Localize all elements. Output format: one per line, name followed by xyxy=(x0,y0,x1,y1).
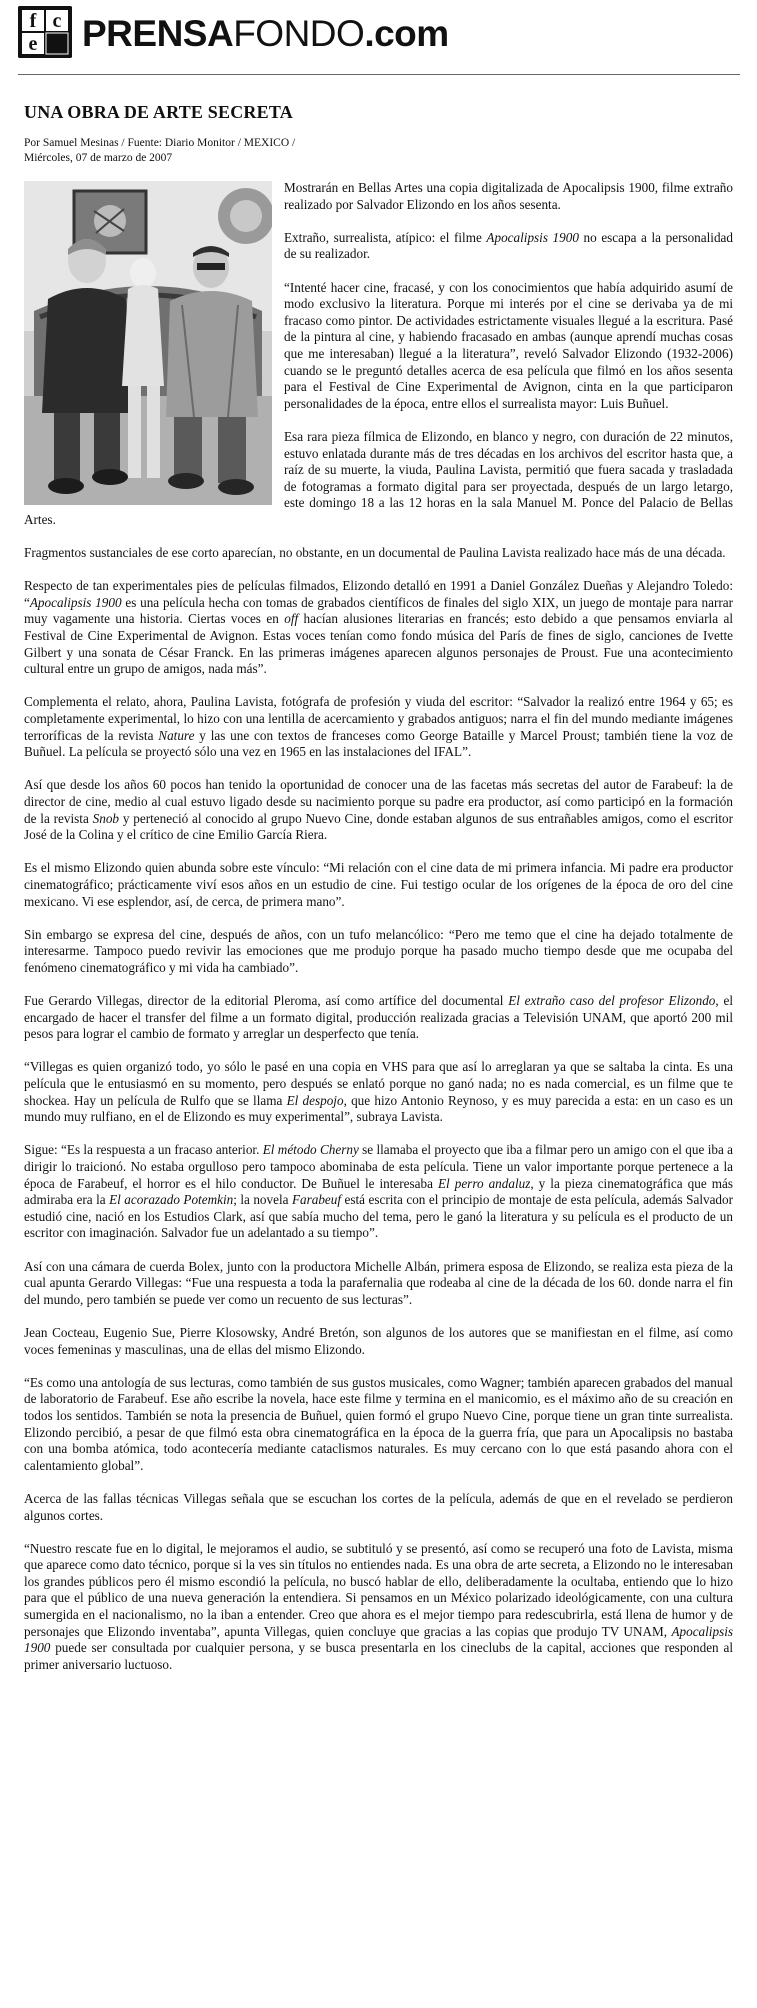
fce-logo-icon xyxy=(18,6,72,58)
paragraph-text: , que hizo Antonio Reynoso, y es muy parecida a esta: en un caso es un mundo muy rulfiano, en el de Elizondo es muy experimental”, subraya Lavista. xyxy=(24,1092,733,1125)
paragraph-text: Jean Cocteau, Eugenio Sue, Pierre Klosowsky, André Bretón, son algunos de los autores que se manifiestan en el filme, así como voces femeninas y masculinas, una de ellas del mismo Elizondo. xyxy=(24,1324,733,1357)
article-paragraph xyxy=(24,777,733,843)
article-paragraph xyxy=(24,545,733,562)
italic-title: Farabeuf xyxy=(291,1192,342,1208)
brand-fondo: FONDO xyxy=(233,13,365,54)
paragraph-text: “Intenté hacer cine, fracasé, y con los conocimientos que había adquirido asumí de modo exclusivo la literatura. Porque mi interés por el cine se derivaba ya de mi fracaso como pintor. De actividades estrictamente visuales llegué a la escritura. Pasé de la pintura al cine, y habiendo fracasado en ambas (aunque aprendí muchas cosas que me interesaban) llegué a la literatura”, reveló Salvador Elizondo (1932-2006) cuando se le preguntó detalles acerca de esa película que filmó en los años sesenta para el Festival de Cine Experimental de Avignon, cinta en la que participaron personalidades de la época, entre ellos el surrealista mayor: Luis Buñuel. xyxy=(284,279,733,411)
article-paragraph xyxy=(24,1325,733,1358)
article-paragraph xyxy=(24,1541,733,1674)
site-header xyxy=(18,6,738,60)
fce-logo[interactable] xyxy=(18,6,72,58)
paragraph-text: Mostrarán en Bellas Artes una copia digitalizada de Apocalipsis 1900, filme extraño realizado por Salvador Elizondo en los años sesenta. xyxy=(284,180,733,212)
brand-prensa: PRENSA xyxy=(82,13,234,54)
logo-letter-f: f xyxy=(29,10,37,32)
paragraph-text: Sigue: “Es la respuesta a un fracaso anterior. xyxy=(24,1142,263,1158)
italic-title: Apocalipsis 1900 xyxy=(24,1623,733,1656)
italic-title: El despojo xyxy=(286,1092,344,1108)
paragraph-text: “Villegas es quien organizó todo, yo sólo le pasé en una copia en VHS para que así lo arreglaran ya que se saltaba la cinta. Es una película que le entusiasmó en su momento, pero después se enlató porque no ganó nada; no es nada comercial, es un filme que te shockea. Hay un película de Rulfo que se llama xyxy=(24,1059,733,1108)
article-paragraph xyxy=(24,1259,733,1309)
article-photo xyxy=(24,181,272,505)
paragraph-text: y las une con textos de franceses como George Bataille y Marcel Proust; también tiene la voz de Buñuel. La película se proyectó sólo una vez en 1965 en las instalaciones del IFAL”. xyxy=(24,727,733,760)
paragraph-text: “Nuestro rescate fue en lo digital, le mejoramos el audio, se subtituló y se presentó, así como se recuperó una foto de Lavista, misma que aparece como dato técnico, porque si la ves sin títulos no entiendes nada. Es una obra de arte secreta, a Elizondo no le interesaban los grandes públicos pero él mismo escondió la película, no buscó hablar de ello, deliberadamente la ocultaba, entiendo que lo hizo para que el público de una nueva generación la entendiera. Si pensamos en un México polarizado ideológicamente, con una cultura sumergida en el nacionalismo, no la iban a entender. Creo que ahora es el mejor tiempo para redescubrirla, está llena de humor y de personajes que Elizondo inventaba”, apunta Villegas, quien concluye que gracias a las copias que produjo TV UNAM, xyxy=(24,1540,733,1639)
paragraph-text: Sin embargo se expresa del cine, después de años, con un tufo melancólico: “Pero me temo que el cine ha dejado totalmente de interesarme. Tampoco puedo revivir las emociones que me produjo porque ha pasado mucho tiempo desde que me ocupaba del fenómeno cinematográfico y mi vida ha cambiado”. xyxy=(24,926,733,975)
italic-title: El extraño caso del profesor Elizondo xyxy=(508,993,716,1009)
paragraph-text: Acerca de las fallas técnicas Villegas señala que se escuchan los cortes de la película, además de que en el revelado se perdieron algunos cortes. xyxy=(24,1490,733,1523)
article-body xyxy=(24,180,733,1690)
logo-letter-c: c xyxy=(52,10,62,32)
paragraph-text: Fue Gerardo Villegas, director de la editorial Pleroma, así como artífice del documental xyxy=(24,993,509,1009)
article-date: Miércoles, 07 de marzo de 2007 xyxy=(24,152,173,164)
article-paragraph xyxy=(24,694,733,760)
italic-title: off xyxy=(284,611,299,627)
article-paragraph xyxy=(24,860,733,910)
logo-letter-e: e xyxy=(28,33,38,55)
italic-title: Snob xyxy=(92,810,120,826)
paragraph-text: Así que desde los años 60 pocos han tenido la oportunidad de conocer una de las facetas más secretas del autor de Farabeuf: la de director de cine, medio al cual estuvo ligado desde su nacimiento porque su padre era productor, así como participó en la formación de la revista xyxy=(24,777,733,826)
paragraph-text: Así con una cámara de cuerda Bolex, junto con la productora Michelle Albán, primera esposa de Elizondo, se realiza esta pieza de la cual apunta Gerardo Villegas: “Fue una respuesta a toda la parafernalia que rodeaba al cine de la década de los 60. donde narra el fin del mundo, pero también se puede ver como un recuento de sus lecturas”. xyxy=(24,1258,733,1307)
paragraph-text: se llamaba el proyecto que iba a filmar pero un amigo con el que iba a dirigir lo traicionó. No estaba orgulloso pero tampoco abominaba de esta película. Tiene un valor importante porque pertenece a la época de Farabeuf, el horror es el hilo conductor. De Buñuel le interesaba xyxy=(24,1142,733,1191)
brand-dotcom: .com xyxy=(364,13,449,54)
article-paragraph xyxy=(24,578,733,678)
italic-title: Apocalipsis 1900 xyxy=(29,594,122,610)
article-paragraph xyxy=(24,1491,733,1524)
header-divider xyxy=(18,74,740,75)
paragraph-text: , y la pieza cinematográfica que más admiraba era la xyxy=(24,1175,733,1208)
site-brand[interactable] xyxy=(82,14,449,54)
paragraph-text: Complementa el relato, ahora, Paulina Lavista, fotógrafa de profesión y viuda del escritor: “Salvador la realizó entre 1964 y 65; es completamente experimental, lo hizo con una lentilla de acercamiento y grabados antiguos; narra el fin del mundo mediante imágenes terroríficas de la revista xyxy=(24,694,733,743)
paragraph-text: Fragmentos sustanciales de ese corto aparecían, no obstante, en un documental de Paulina Lavista realizado hace más de una década. xyxy=(24,545,726,561)
italic-title: El perro andaluz xyxy=(437,1175,531,1191)
paragraph-text: hacían alusiones literarias en francés; esto debido a que pensamos enviarla al Festival de Cine Experimental de Avignon. Estas voces tenían como fondo música del París de fines de siglo, canciones de Ivette Gilbert y una sonata de César Franck. En las primeras imágenes aparecen algunos personajes de Proust. Fue una acontecimiento cultural entre un grupo de amigos, nada más”. xyxy=(24,611,733,677)
paragraph-text: Extraño, surrealista, atípico: el filme xyxy=(284,229,487,245)
italic-title: El método Cherny xyxy=(262,1142,359,1158)
paragraph-text: está escrita con el principio de montaje de esta película, además Salvador estudió cine, nació en los Estudios Clark, así que sabía mucho del tema, pero le ganó la literatura y su película es el producto de un escritor con imaginación. Salvador fue un adelantado a su tiempo”. xyxy=(24,1192,734,1241)
paragraph-text: Respecto de tan experimentales pies de películas filmados, Elizondo detalló en 1991 a Daniel González Dueñas y Alejandro Toledo: “ xyxy=(24,578,733,610)
paragraph-text: , el encargado de hacer el transfer del filme a un formato digital, producción realizada gracias a Televisión UNAM, que aportó 200 mil pesos para lograr el cambio de formato y arreglar un desperfecto que tenía. xyxy=(24,993,733,1042)
paragraph-text: Es el mismo Elizondo quien abunda sobre este vínculo: “Mi relación con el cine data de mi primera infancia. Mi padre era productor cinematográfico; prácticamente viví esos años en un estudio de cine. Fui testigo ocular de los orígenes de la época de oro del cine mexicano. Vi ese esplendor, así, de cerca, de primera mano”. xyxy=(24,860,733,909)
photo-two-men-with-mannequin xyxy=(24,181,272,505)
italic-title: Apocalipsis 1900 xyxy=(486,229,579,245)
article-title: UNA OBRA DE ARTE SECRETA xyxy=(24,102,293,122)
article-meta xyxy=(24,136,324,166)
paragraph-text: “Es como una antología de sus lecturas, como también de sus gustos musicales, como Wagner; también aparecen grabados del manual de laboratorio de Farabeuf. Ese año escribe la novela, hace este filme y termina en el manicomio, es el máximo año de su creación en todos los sentidos. También se nota la presencia de Buñuel, quien formó el grupo Nuevo Cine, porque tiene un gran tinte surrealista. Elizondo percibió, a pesar de que filmó esta obra cinematográfica en la época de la guerra fría, que para un Apocalipsis no bastaba con una bomba atómica, todo acontecería mediante cataclismos naturales. Es muy cercano con lo que está pasando ahora con el calentamiento global”. xyxy=(24,1374,733,1473)
paragraph-text: y perteneció al conocido al grupo Nuevo Cine, donde estaban algunos de sus entrañables amigos, como el escritor José de la Colina y el crítico de cine Emilio García Riera. xyxy=(24,810,734,843)
italic-title: Nature xyxy=(158,727,195,743)
paragraph-text: puede ser consultada por cualquier persona, y se busca presentarla en los cineclubs de la capital, acciones que responden al primer aniversario luctuoso. xyxy=(24,1640,733,1672)
article-paragraph xyxy=(24,1142,733,1242)
paragraph-text: Esa rara pieza fílmica de Elizondo, en blanco y negro, con duración de 22 minutos, estuvo enlatada durante más de tres décadas en los archivos del escritor hasta que, a raíz de su muerte, la viuda, Paulina Lavista, permitió que fuera sacada y trasladada de fotogramas a formato digital para ser proyectada, después de un largo letargo, este domingo 18 a las 12 horas en la sala Manuel M. Ponce del Palacio de Bellas Artes. xyxy=(24,428,733,527)
article-paragraph xyxy=(24,927,733,977)
article-byline: Por Samuel Mesinas / Fuente: Diario Monitor / MEXICO / xyxy=(24,137,296,149)
italic-title: El acorazado Potemkin xyxy=(109,1192,234,1208)
paragraph-text: ; la novela xyxy=(233,1192,292,1208)
article-paragraph xyxy=(24,1059,733,1125)
article-paragraph xyxy=(24,1375,733,1475)
paragraph-text: no escapa a la personalidad de su realizador. xyxy=(284,229,733,262)
paragraph-text: es una película hecha con tomas de grabados científicos de finales del siglo XIX, un juego de montaje para narrar muy vagamente una historia. Ciertas voces en xyxy=(24,594,733,627)
article-paragraph xyxy=(24,993,733,1043)
